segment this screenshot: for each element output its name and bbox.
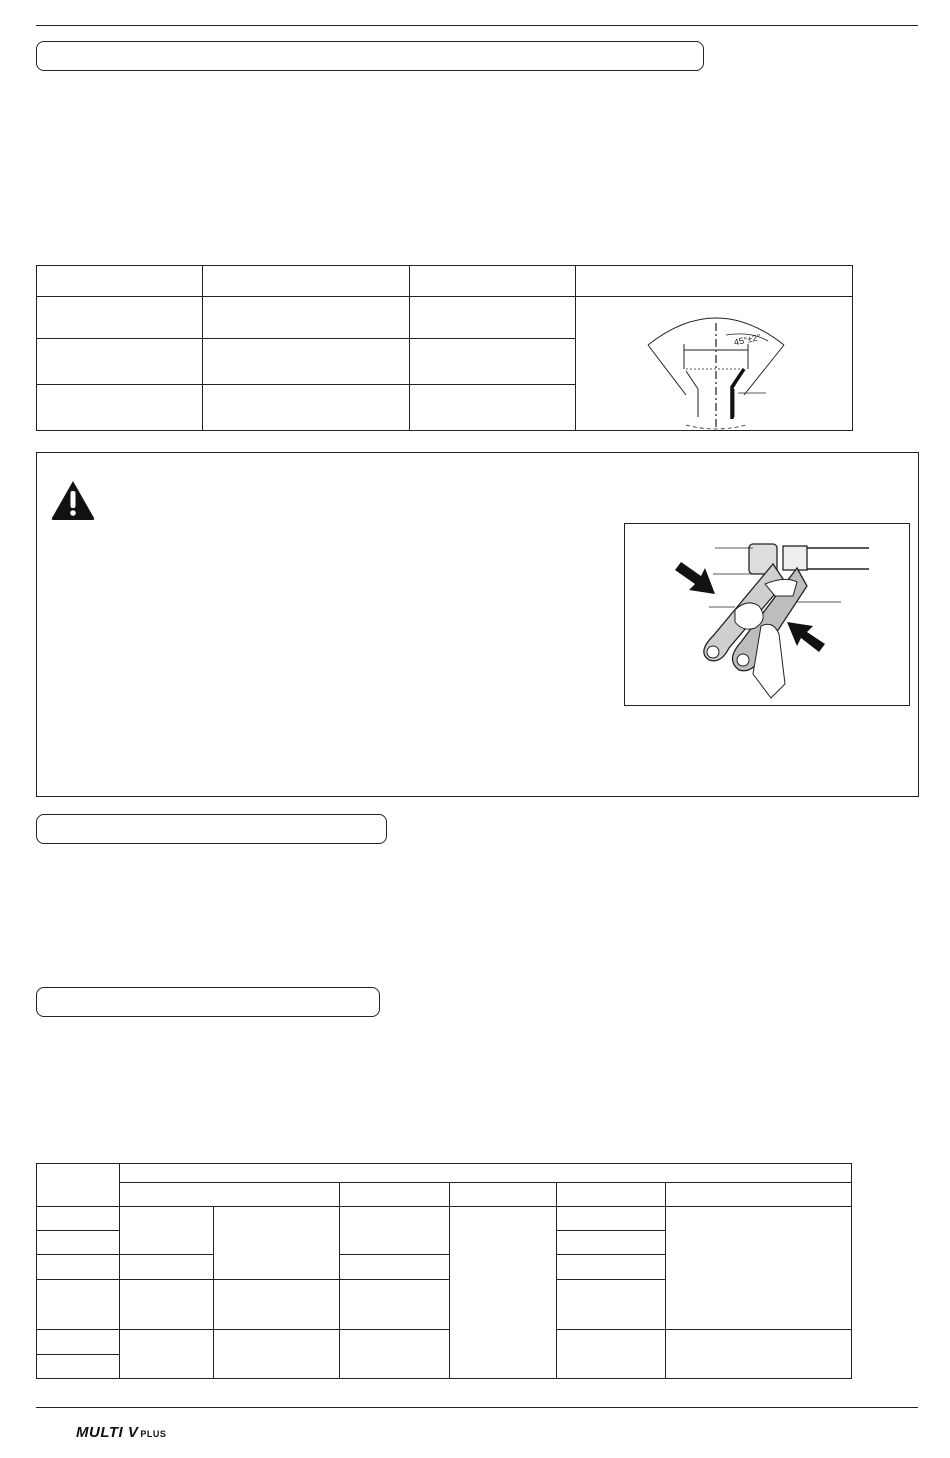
flare-figure-cell: [576, 297, 853, 431]
table-header-cell: [203, 266, 410, 297]
table-header-row: [37, 1164, 852, 1183]
table-header-cell: [37, 266, 203, 297]
warning-box: [36, 452, 919, 797]
logo-main-text: MULTI V: [76, 1424, 139, 1441]
footer-logo: [76, 1424, 166, 1442]
warning-triangle-icon: [50, 479, 96, 521]
table-header-cell: [340, 1183, 450, 1207]
table-header-cell: [120, 1164, 852, 1183]
flare-diagram: [576, 297, 852, 430]
section-header-2: [36, 814, 387, 844]
table-header-cell: [450, 1183, 557, 1207]
table-header-cell: [666, 1183, 852, 1207]
logo-sub-text: PLUS: [140, 1429, 167, 1439]
flare-dimension-table: [36, 265, 853, 431]
section-header-1: [36, 41, 704, 71]
bottom-rule: [36, 1407, 918, 1408]
flare-angle-label: 45°±2°: [733, 331, 762, 348]
pipe-spec-table: [36, 1163, 852, 1379]
table-header-cell: [557, 1183, 666, 1207]
table-header-cell: [410, 266, 576, 297]
wrench-illustration-frame: [624, 523, 910, 706]
table-row: [37, 297, 853, 339]
table-row: [37, 1330, 852, 1355]
table-header-row: [37, 266, 853, 297]
wrench-illustration: [625, 524, 909, 705]
table-header-row: [37, 1183, 852, 1207]
top-rule: [36, 25, 918, 26]
table-header-cell: [576, 266, 853, 297]
table-header-cell: [37, 1164, 120, 1207]
table-header-cell: [120, 1183, 340, 1207]
section-header-3: [36, 987, 380, 1017]
table-row: [37, 1207, 852, 1231]
